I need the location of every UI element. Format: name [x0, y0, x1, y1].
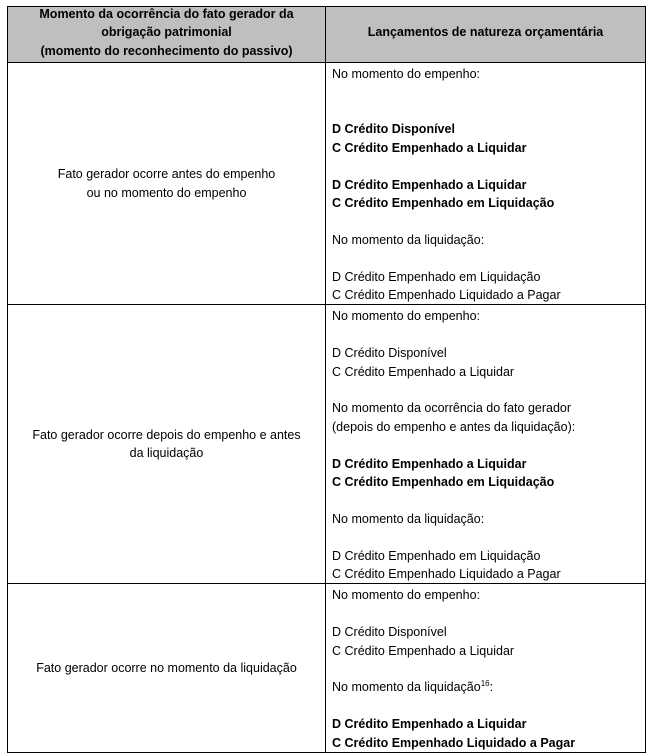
entry-line: No momento da ocorrência do fato gerador [332, 401, 572, 416]
entry-line: D Crédito Empenhado a Liquidar [332, 177, 527, 192]
entry-line: D Crédito Disponível [332, 625, 447, 640]
moment-text: da liquidação [129, 446, 204, 461]
moment-cell [8, 305, 326, 584]
entry-text: No momento da liquidação [332, 680, 481, 695]
entry-line: C Crédito Empenhado Liquidado a Pagar [332, 287, 561, 302]
header-row [8, 7, 646, 63]
moment-cell [8, 63, 326, 305]
moment-cell [8, 584, 326, 753]
entry-line: C Crédito Empenhado em Liquidação [332, 195, 555, 210]
entry-line: C Crédito Empenhado Liquidado a Pagar [332, 735, 576, 750]
header-text: Momento da ocorrência do fato gerador da [39, 7, 294, 21]
entry-line: No momento do empenho: [332, 588, 481, 603]
entry-line: D Crédito Disponível [332, 346, 447, 361]
header-cell-entries [326, 7, 646, 63]
entry-line: No momento da liquidação: [332, 511, 485, 526]
table-row [8, 584, 646, 753]
entry-line: D Crédito Empenhado em Liquidação [332, 269, 541, 284]
entry-line: No momento do empenho: [332, 309, 481, 324]
moment-text: Fato gerador ocorre depois do empenho e antes [32, 428, 301, 442]
entry-line: No momento do empenho: [332, 67, 481, 82]
entries-cell [326, 305, 646, 584]
moment-text: ou no momento do empenho [86, 185, 247, 200]
table-row [8, 305, 646, 584]
footnote-marker[interactable]: 16 [480, 679, 490, 689]
header-cell-moment [8, 7, 326, 63]
entry-line: C Crédito Empenhado Liquidado a Pagar [332, 567, 561, 581]
entry-line: D Crédito Disponível [332, 122, 455, 137]
table-row [8, 63, 646, 305]
entries-cell [326, 63, 646, 305]
accounting-entries-table [7, 6, 646, 753]
entry-line: C Crédito Empenhado em Liquidação [332, 475, 555, 489]
entry-line: No momento da liquidação: [332, 232, 485, 247]
header-text: obrigação patrimonial [101, 25, 232, 40]
entry-line: D Crédito Empenhado a Liquidar [332, 717, 527, 732]
entry-line: C Crédito Empenhado a Liquidar [332, 364, 515, 379]
header-text: (momento do reconhecimento do passivo) [40, 43, 293, 58]
entry-line: D Crédito Empenhado em Liquidação [332, 548, 541, 563]
moment-text: Fato gerador ocorre no momento da liquidação [36, 661, 297, 676]
entries-cell [326, 584, 646, 753]
moment-text: Fato gerador ocorre antes do empenho [57, 167, 276, 182]
entry-line-with-footnote [332, 678, 639, 696]
entry-line: C Crédito Empenhado a Liquidar [332, 643, 515, 658]
entry-line: (depois do empenho e antes da liquidação): [332, 419, 576, 434]
entry-text-end: : [489, 680, 494, 695]
entry-line: C Crédito Empenhado a Liquidar [332, 140, 527, 155]
entry-line: D Crédito Empenhado a Liquidar [332, 456, 527, 471]
header-text: Lançamentos de natureza orçamentária [367, 25, 604, 40]
